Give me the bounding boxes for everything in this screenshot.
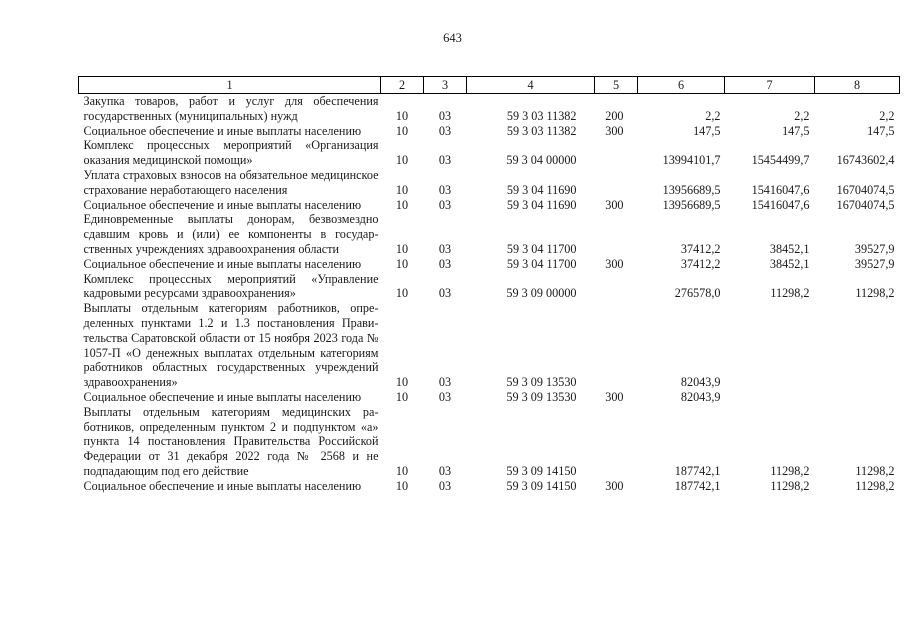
- row-section-cell: 10: [395, 197, 409, 212]
- row-value-col6-cell: 37412,2: [680, 256, 721, 271]
- row-value-col6-cell: 82043,9: [680, 375, 721, 390]
- row-name-cell: Единовременные выплаты донорам, безвозмездно сдавшим кровь и (или) ее компоненты в государственных учреждениях здравоохранения области: [83, 212, 379, 256]
- row-value-col8-cell: 11298,2: [855, 478, 895, 493]
- row-value-col8-cell: 2,2: [879, 108, 895, 123]
- row-expense-type-cell: 300: [605, 197, 624, 212]
- row-section-cell: 10: [395, 375, 409, 390]
- row-subsection-cell: 03: [438, 256, 452, 271]
- row-target-code-cell: 59 3 09 13530: [506, 375, 577, 390]
- row-value-col8-cell: 147,5: [867, 123, 895, 138]
- header-col-2: 2: [381, 77, 424, 94]
- table-row: [79, 138, 900, 168]
- table-row: [79, 198, 900, 213]
- row-subsection-cell: 03: [438, 197, 452, 212]
- row-name-cell: Социальное обеспечение и иные выплаты населению: [83, 389, 362, 404]
- row-name-cell: Выплаты отдельным категориям медицинских работников, определенным пунктом 2 и подпунктом «а» пункта 14 постановления Правительства Российской Федерации от 31 декабря 2022 года № 2568 и не подпадающим под его действие: [83, 404, 379, 478]
- row-target-code-cell: 59 3 04 11700: [506, 256, 577, 271]
- row-name-cell: Социальное обеспечение и иные выплаты населению: [83, 197, 362, 212]
- row-value-col8-cell: 16743602,4: [836, 153, 895, 168]
- row-target-code-cell: 59 3 04 11690: [506, 182, 577, 197]
- row-name-cell: Социальное обеспечение и иные выплаты населению: [83, 478, 362, 493]
- header-row: [79, 77, 900, 94]
- row-value-col8-cell: [815, 301, 900, 390]
- row-name-cell: Закупка товаров, работ и услуг для обеспечения государственных (муниципальных) нужд: [83, 94, 379, 123]
- row-expense-type-cell: [595, 405, 638, 479]
- row-value-col7-cell: 15454499,7: [751, 153, 810, 168]
- row-value-col8-cell: 16704074,5: [836, 197, 895, 212]
- row-section-cell: 10: [395, 182, 409, 197]
- row-subsection-cell: 03: [438, 108, 452, 123]
- row-target-code-cell: 59 3 09 14150: [506, 463, 577, 478]
- row-subsection-cell: 03: [438, 286, 452, 301]
- row-target-code-cell: 59 3 09 00000: [506, 286, 577, 301]
- row-expense-type-cell: 300: [605, 478, 624, 493]
- table-row: [79, 272, 900, 302]
- row-section-cell: 10: [395, 108, 409, 123]
- row-expense-type-cell: [595, 168, 638, 198]
- row-name-cell: Комплекс процессных мероприятий «Управление кадровыми ресурсами здравоохранения»: [83, 271, 379, 301]
- row-subsection-cell: 03: [438, 389, 452, 404]
- row-target-code-cell: 59 3 04 00000: [506, 153, 577, 168]
- row-value-col6-cell: 82043,9: [680, 389, 721, 404]
- row-subsection-cell: 03: [438, 375, 452, 390]
- row-subsection-cell: 03: [438, 241, 452, 256]
- row-value-col8-cell: 11298,2: [855, 463, 895, 478]
- row-expense-type-cell: 300: [605, 256, 624, 271]
- row-value-col6-cell: 2,2: [705, 108, 721, 123]
- row-section-cell: 10: [395, 123, 409, 138]
- row-subsection-cell: 03: [438, 478, 452, 493]
- row-value-col8-cell: 16704074,5: [836, 182, 895, 197]
- row-name-cell: Комплекс процессных мероприятий «Организация оказания медицинской помощи»: [83, 138, 379, 168]
- table-row: [79, 168, 900, 198]
- row-section-cell: 10: [395, 286, 409, 301]
- row-target-code-cell: 59 3 09 14150: [506, 478, 577, 493]
- row-name-cell: Выплаты отдельным категориям работников, определенных пунктами 1.2 и 1.3 постановления Правительства Саратовской области от 15 ноября 2023 года № 1057-П «О денежных выплатах отдельным категориям работников областных государственных учреждений здравоохранения»: [83, 301, 379, 390]
- table-row: [79, 390, 900, 405]
- row-value-col8-cell: 39527,9: [854, 241, 895, 256]
- row-value-col7-cell: 11298,2: [770, 478, 810, 493]
- row-section-cell: 10: [395, 389, 409, 404]
- table-body: [79, 94, 900, 494]
- row-target-code-cell: 59 3 04 11700: [506, 241, 577, 256]
- header-col-6: 6: [638, 77, 725, 94]
- header-col-1: 1: [79, 77, 381, 94]
- row-value-col6-cell: 13956689,5: [662, 182, 721, 197]
- row-expense-type-cell: [595, 138, 638, 168]
- table-row: [79, 124, 900, 139]
- page-number: 643: [443, 31, 462, 45]
- row-value-col7-cell: 38452,1: [769, 241, 810, 256]
- row-value-col7-cell: 15416047,6: [751, 197, 810, 212]
- header-col-7: 7: [725, 77, 815, 94]
- header-col-3: 3: [424, 77, 467, 94]
- row-target-code-cell: 59 3 03 11382: [506, 123, 577, 138]
- row-value-col6-cell: 187742,1: [674, 478, 721, 493]
- table-header: [79, 77, 900, 94]
- table-row: [79, 479, 900, 494]
- row-expense-type-cell: [595, 272, 638, 302]
- row-subsection-cell: 03: [438, 153, 452, 168]
- row-value-col7-cell: 38452,1: [769, 256, 810, 271]
- row-value-col7-cell: 11298,2: [770, 463, 810, 478]
- row-section-cell: 10: [395, 256, 409, 271]
- row-subsection-cell: 03: [438, 123, 452, 138]
- row-section-cell: 10: [395, 241, 409, 256]
- header-col-5: 5: [595, 77, 638, 94]
- table-row: [79, 301, 900, 390]
- row-value-col6-cell: 37412,2: [680, 241, 721, 256]
- row-name-cell: Социальное обеспечение и иные выплаты населению: [83, 256, 362, 271]
- table-row: [79, 94, 900, 124]
- row-name-cell: Социальное обеспечение и иные выплаты населению: [83, 123, 362, 138]
- row-value-col6-cell: 276578,0: [674, 286, 721, 301]
- row-value-col7-cell: 147,5: [782, 123, 810, 138]
- budget-table: [78, 76, 900, 494]
- row-section-cell: 10: [395, 463, 409, 478]
- row-value-col6-cell: 187742,1: [674, 463, 721, 478]
- row-value-col7-cell: [725, 390, 815, 405]
- row-value-col7-cell: 2,2: [794, 108, 810, 123]
- row-value-col8-cell: 39527,9: [854, 256, 895, 271]
- row-value-col6-cell: 13994101,7: [662, 153, 721, 168]
- table-row: [79, 212, 900, 256]
- row-value-col6-cell: 13956689,5: [662, 197, 721, 212]
- row-target-code-cell: 59 3 03 11382: [506, 108, 577, 123]
- row-target-code-cell: 59 3 04 11690: [506, 197, 577, 212]
- row-expense-type-cell: 300: [605, 389, 624, 404]
- row-value-col7-cell: 11298,2: [770, 286, 810, 301]
- table-row: [79, 257, 900, 272]
- row-value-col8-cell: [815, 390, 900, 405]
- row-target-code-cell: 59 3 09 13530: [506, 389, 577, 404]
- row-expense-type-cell: 200: [605, 108, 624, 123]
- table-row: [79, 405, 900, 479]
- row-value-col6-cell: 147,5: [693, 123, 721, 138]
- header-col-4: 4: [467, 77, 595, 94]
- row-section-cell: 10: [395, 153, 409, 168]
- row-value-col7-cell: [725, 301, 815, 390]
- row-expense-type-cell: [595, 212, 638, 256]
- row-expense-type-cell: [595, 301, 638, 390]
- row-value-col8-cell: 11298,2: [855, 286, 895, 301]
- row-subsection-cell: 03: [438, 182, 452, 197]
- row-subsection-cell: 03: [438, 463, 452, 478]
- row-name-cell: Уплата страховых взносов на обязательное медицинское страхование неработающего населения: [83, 167, 379, 197]
- row-section-cell: 10: [395, 478, 409, 493]
- row-expense-type-cell: 300: [605, 123, 624, 138]
- header-col-8: 8: [815, 77, 900, 94]
- row-value-col7-cell: 15416047,6: [751, 182, 810, 197]
